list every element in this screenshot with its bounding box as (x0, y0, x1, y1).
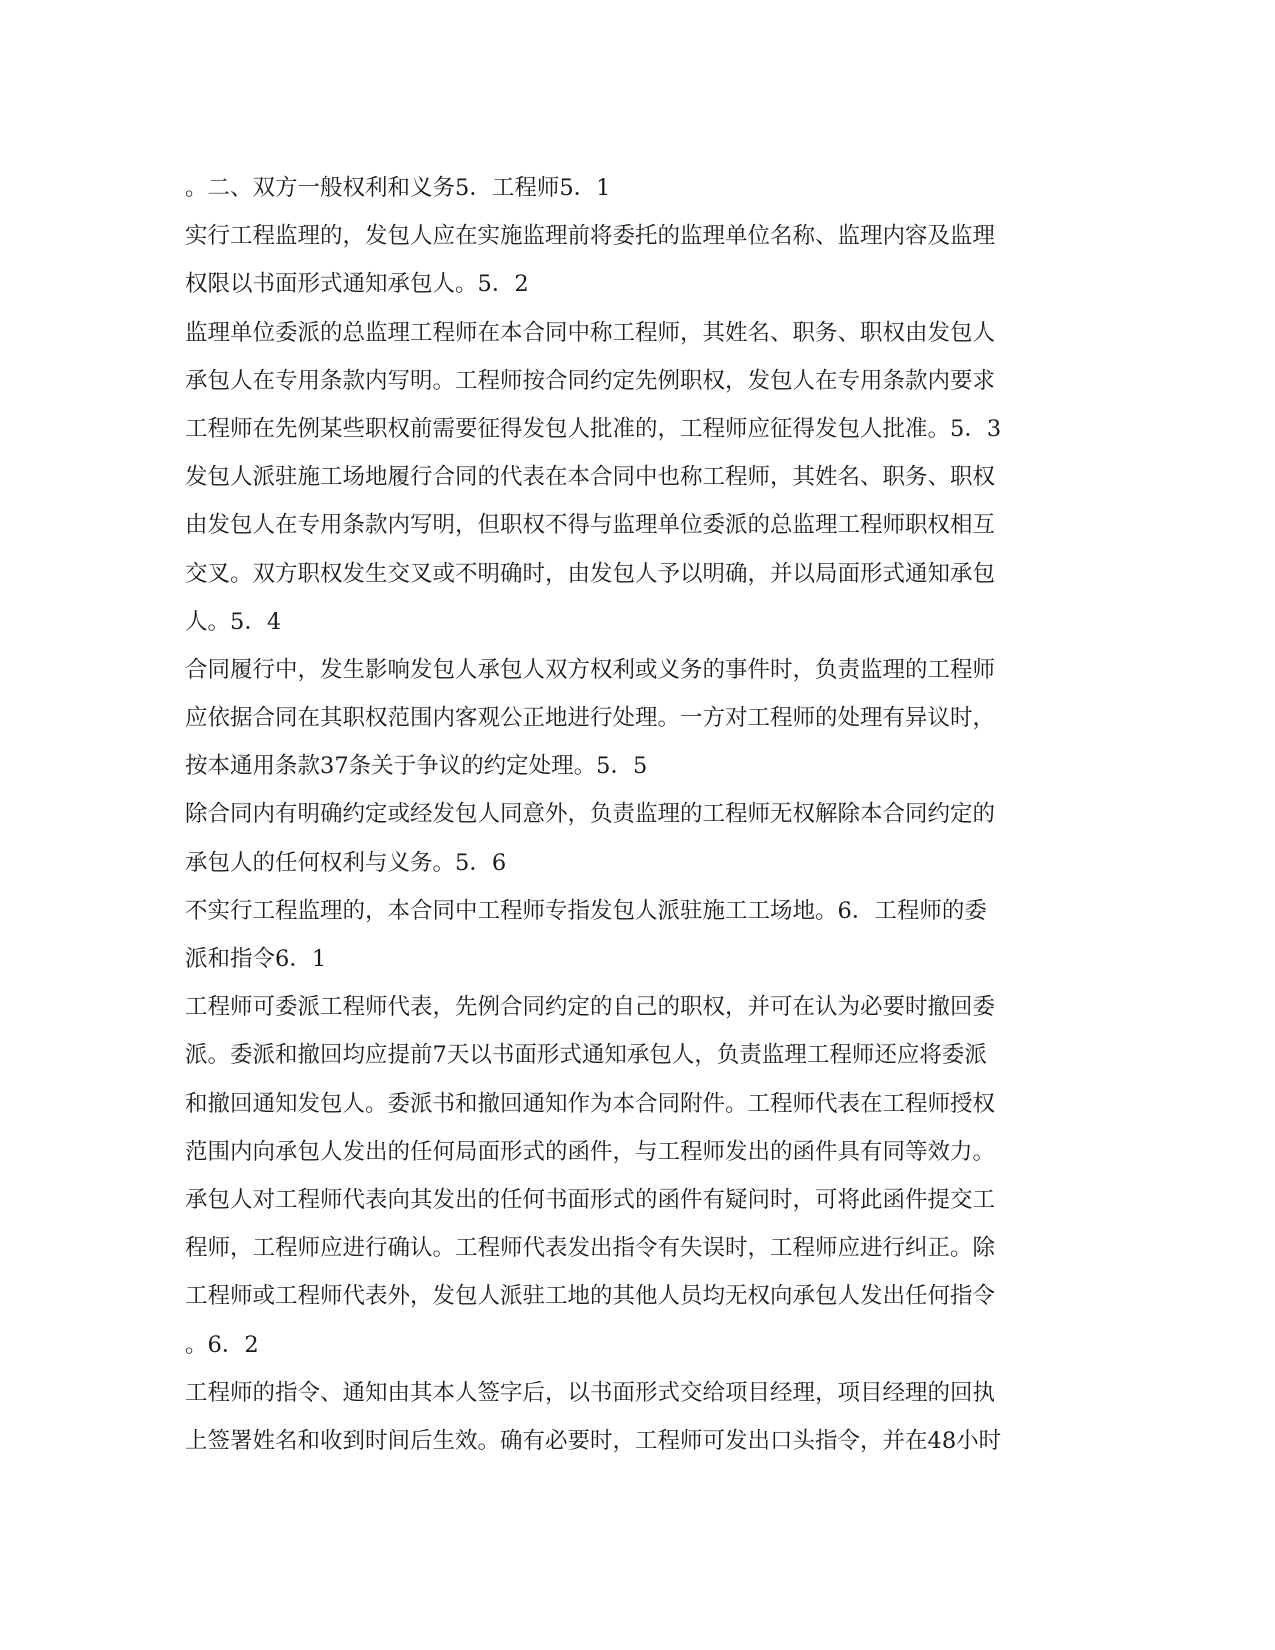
text-line: 工程师的指令、通知由其本人签字后，以书面形式交给项目经理，项目经理的回执 (185, 1379, 996, 1406)
text-line: 范围内向承包人发出的任何局面形式的函件，与工程师发出的函件具有同等效力。 (185, 1138, 996, 1165)
text-line: 派和指令6．1 (185, 946, 327, 972)
text-line: 权限以书面形式通知承包人。5．2 (185, 271, 529, 298)
text-line: 由发包人在专用条款内写明，但职权不得与监理单位委派的总监理工程师职权相互 (185, 512, 996, 539)
text-line: 。6．2 (185, 1331, 259, 1358)
text-line: 交叉。双方职权发生交叉或不明确时，由发包人予以明确，并以局面形式通知承包 (185, 560, 996, 587)
text-line: 承包人对工程师代表向其发出的任何书面形式的函件有疑问时，可将此函件提交工 (185, 1186, 996, 1213)
text-line: 程师，工程师应进行确认。工程师代表发出指令有失误时，工程师应进行纠正。除 (185, 1235, 996, 1262)
text-line: 应依据合同在其职权范围内客观公正地进行处理。一方对工程师的处理有异议时， (185, 705, 996, 732)
text-line: 按本通用条款37条关于争议的约定处理。5．5 (185, 753, 648, 780)
text-line: 和撤回通知发包人。委派书和撤回通知作为本合同附件。工程师代表在工程师授权 (185, 1090, 996, 1117)
text-line: 人。5．4 (185, 608, 282, 635)
text-line: 除合同内有明确约定或经发包人同意外，负责监理的工程师无权解除本合同约定的 (185, 801, 996, 828)
text-line: 派。委派和撤回均应提前7天以书面形式通知承包人，负责监理工程师还应将委派 (185, 1042, 987, 1069)
text-line: 工程师或工程师代表外，发包人派驻工地的其他人员均无权向承包人发出任何指令 (185, 1283, 996, 1310)
text-line: 承包人在专用条款内写明。工程师按合同约定先例职权，发包人在专用条款内要求 (185, 367, 996, 394)
text-line: 实行工程监理的，发包人应在实施监理前将委托的监理单位名称、监理内容及监理 (185, 223, 996, 250)
text-line: 工程师可委派工程师代表，先例合同约定的自己的职权，并可在认为必要时撤回委 (185, 994, 996, 1021)
body-text (185, 164, 1085, 1465)
text-line: 上签署姓名和收到时间后生效。确有必要时，工程师可发出口头指令，并在48小时 (185, 1427, 1002, 1454)
text-line: 发包人派驻施工场地履行合同的代表在本合同中也称工程师，其姓名、职务、职权 (185, 464, 996, 491)
text-line: 承包人的任何权利与义务。5．6 (185, 849, 507, 876)
text-line: 合同履行中，发生影响发包人承包人双方权利或义务的事件时，负责监理的工程师 (185, 656, 996, 683)
text-line: 。二、双方一般权利和义务5．工程师5．1 (185, 175, 611, 201)
text-line: 监理单位委派的总监理工程师在本合同中称工程师，其姓名、职务、职权由发包人 (185, 319, 996, 346)
text-line: 工程师在先例某些职权前需要征得发包人批准的，工程师应征得发包人批准。5．3 (185, 415, 1002, 442)
text-line: 不实行工程监理的，本合同中工程师专指发包人派驻施工工场地。6．工程师的委 (185, 897, 987, 924)
